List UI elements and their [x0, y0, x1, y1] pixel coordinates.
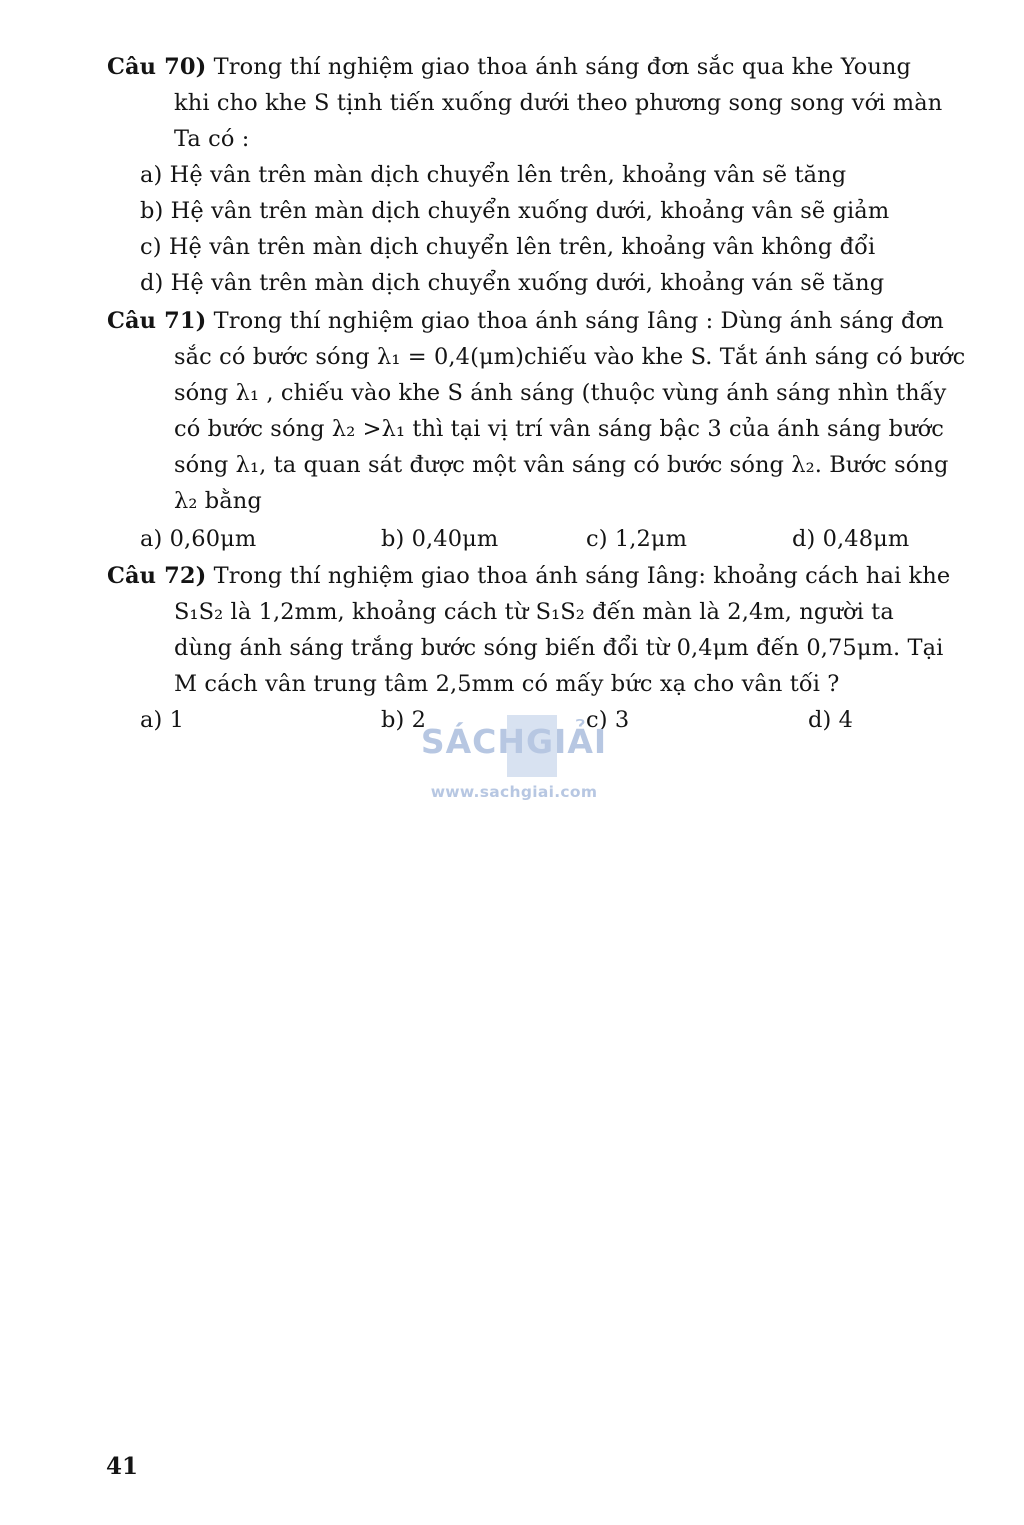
question-70-line-3: Ta có : — [174, 126, 250, 152]
question-text: Trong thí nghiệm giao thoa ánh sáng đơn sắc qua khe Young — [213, 54, 912, 80]
question-72-line-2: S₁S₂ là 1,2mm, khoảng cách từ S₁S₂ đến màn là 2,4m, người ta — [174, 599, 894, 625]
question-71-option-d: d) 0,48μm — [792, 526, 910, 552]
question-72-option-d: d) 4 — [808, 707, 854, 733]
question-72-line-3: dùng ánh sáng trắng bước sóng biến đổi từ 0,4μm đến 0,75μm. Tại — [174, 635, 944, 661]
question-71-line-3: sóng λ₁ , chiếu vào khe S ánh sáng (thuộc vùng ánh sáng nhìn thấy — [174, 380, 947, 406]
question-70-option-d: d) Hệ vân trên màn dịch chuyển xuống dưới, khoảng ván sẽ tăng — [140, 270, 885, 296]
question-label: Câu 72) — [107, 563, 207, 589]
question-72-line-1 — [107, 561, 950, 591]
question-text: Trong thí nghiệm giao thoa ánh sáng Iâng : Dùng ánh sáng đơn — [213, 308, 944, 334]
question-71-line-5: sóng λ₁, ta quan sát được một vân sáng có bước sóng λ₂. Bước sóng — [174, 452, 949, 478]
question-71-options — [0, 524, 1024, 554]
question-70-option-c: c) Hệ vân trên màn dịch chuyển lên trên, khoảng vân không đổi — [140, 234, 876, 260]
question-70-option-a: a) Hệ vân trên màn dịch chuyển lên trên, khoảng vân sẽ tăng — [140, 162, 847, 188]
watermark-url: www.sachgiai.com — [430, 783, 598, 801]
question-71-option-a: a) 0,60μm — [140, 526, 257, 552]
watermark — [404, 712, 624, 812]
question-72-option-c: c) 3 — [586, 707, 630, 733]
question-70-line-1 — [107, 52, 911, 82]
question-72-line-4: M cách vân trung tâm 2,5mm có mấy bức xạ cho vân tối ? — [174, 671, 840, 697]
question-70-option-b: b) Hệ vân trên màn dịch chuyển xuống dưới, khoảng vân sẽ giảm — [140, 198, 890, 224]
watermark-logo: SÁCHGIẢI — [420, 722, 608, 761]
question-71-line-1 — [107, 306, 944, 336]
question-label: Câu 71) — [107, 308, 207, 334]
question-72-option-b: b) 2 — [381, 707, 427, 733]
question-label: Câu 70) — [107, 54, 207, 80]
page-number: 41 — [106, 1453, 139, 1480]
question-71-option-c: c) 1,2μm — [586, 526, 688, 552]
question-71-line-2: sắc có bước sóng λ₁ = 0,4(μm)chiếu vào khe S. Tắt ánh sáng có bước — [174, 344, 966, 370]
question-71-line-4: có bước sóng λ₂ >λ₁ thì tại vị trí vân sáng bậc 3 của ánh sáng bước — [174, 416, 945, 442]
question-71-option-b: b) 0,40μm — [381, 526, 499, 552]
question-71-line-6: λ₂ bằng — [174, 488, 262, 514]
question-72-option-a: a) 1 — [140, 707, 185, 733]
question-70-line-2: khi cho khe S tịnh tiến xuống dưới theo phương song song với màn — [174, 90, 943, 116]
question-text: Trong thí nghiệm giao thoa ánh sáng Iâng: khoảng cách hai khe — [213, 563, 951, 589]
